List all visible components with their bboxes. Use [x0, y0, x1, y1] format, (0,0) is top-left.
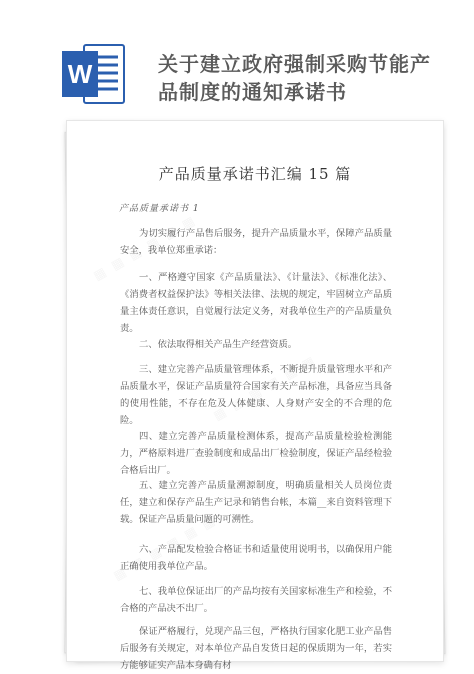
document-title: 产品质量承诺书汇编 15 篇: [158, 165, 352, 183]
paragraph: 四、建立完善产品质量检测体系，提高产品质量检验检测能力，严格原料进厂查验制度和成品出厂检验制度，保证产品经检验合格后出厂。: [120, 431, 392, 476]
paragraph: 五、建立完善产品质量溯源制度，明确质量相关人员岗位责任，建立和保存产品生产记录和销售台帐，本篇__来自资料管理下载。保证产品质量问题的可溯性。: [120, 480, 392, 525]
paragraph: 六、产品配发检验合格证书和适量使用说明书，以确保用户能正确使用我单位产品。: [120, 544, 392, 572]
paragraph: 为切实履行产品售后服务，提升产品质量水平，保障产品质量安全，我单位郑重承诺：: [120, 228, 392, 256]
document-subtitle: 产品质量承诺书 1: [119, 204, 200, 214]
document-page: [66, 120, 444, 671]
page-header: [0, 0, 474, 110]
paragraph: 三、建立完善产品质量管理体系，不断提升质量管理水平和产品质量水平，保证产品质量符合国家有关产品标准，具备应当具备的使用性能，不存在危及人体健康、人身财产安全的不合理的危险。: [120, 364, 392, 426]
paragraph: 一、严格遵守国家《产品质量法》、《计量法》、《标准化法》、《消费者权益保护法》等相关法律、法规的规定，牢固树立产品质量主体责任意识，自觉履行法定义务，对我单位生产的产品质量负责。: [120, 272, 392, 334]
page-title-line-1: 关于建立政府强制采购节能产: [158, 52, 431, 76]
word-icon-letter: W: [67, 59, 93, 89]
document-preview: [66, 120, 442, 671]
page-title-line-2: 品制度的通知承诺书: [158, 80, 347, 104]
word-document-icon: [62, 43, 126, 105]
paragraph: 保证严格履行，兑现产品三包，严格执行国家化肥工业产品售后服务有关规定，对本单位产品自发货日起的保质期为一年，若实方能够证实产品本身确有材: [120, 626, 392, 671]
paragraph: 二、依法取得相关产品生产经营资质。: [139, 339, 298, 350]
paragraph: 七、我单位保证出厂的产品均按有关国家标准生产和检验，不合格的产品决不出厂。: [120, 586, 392, 614]
